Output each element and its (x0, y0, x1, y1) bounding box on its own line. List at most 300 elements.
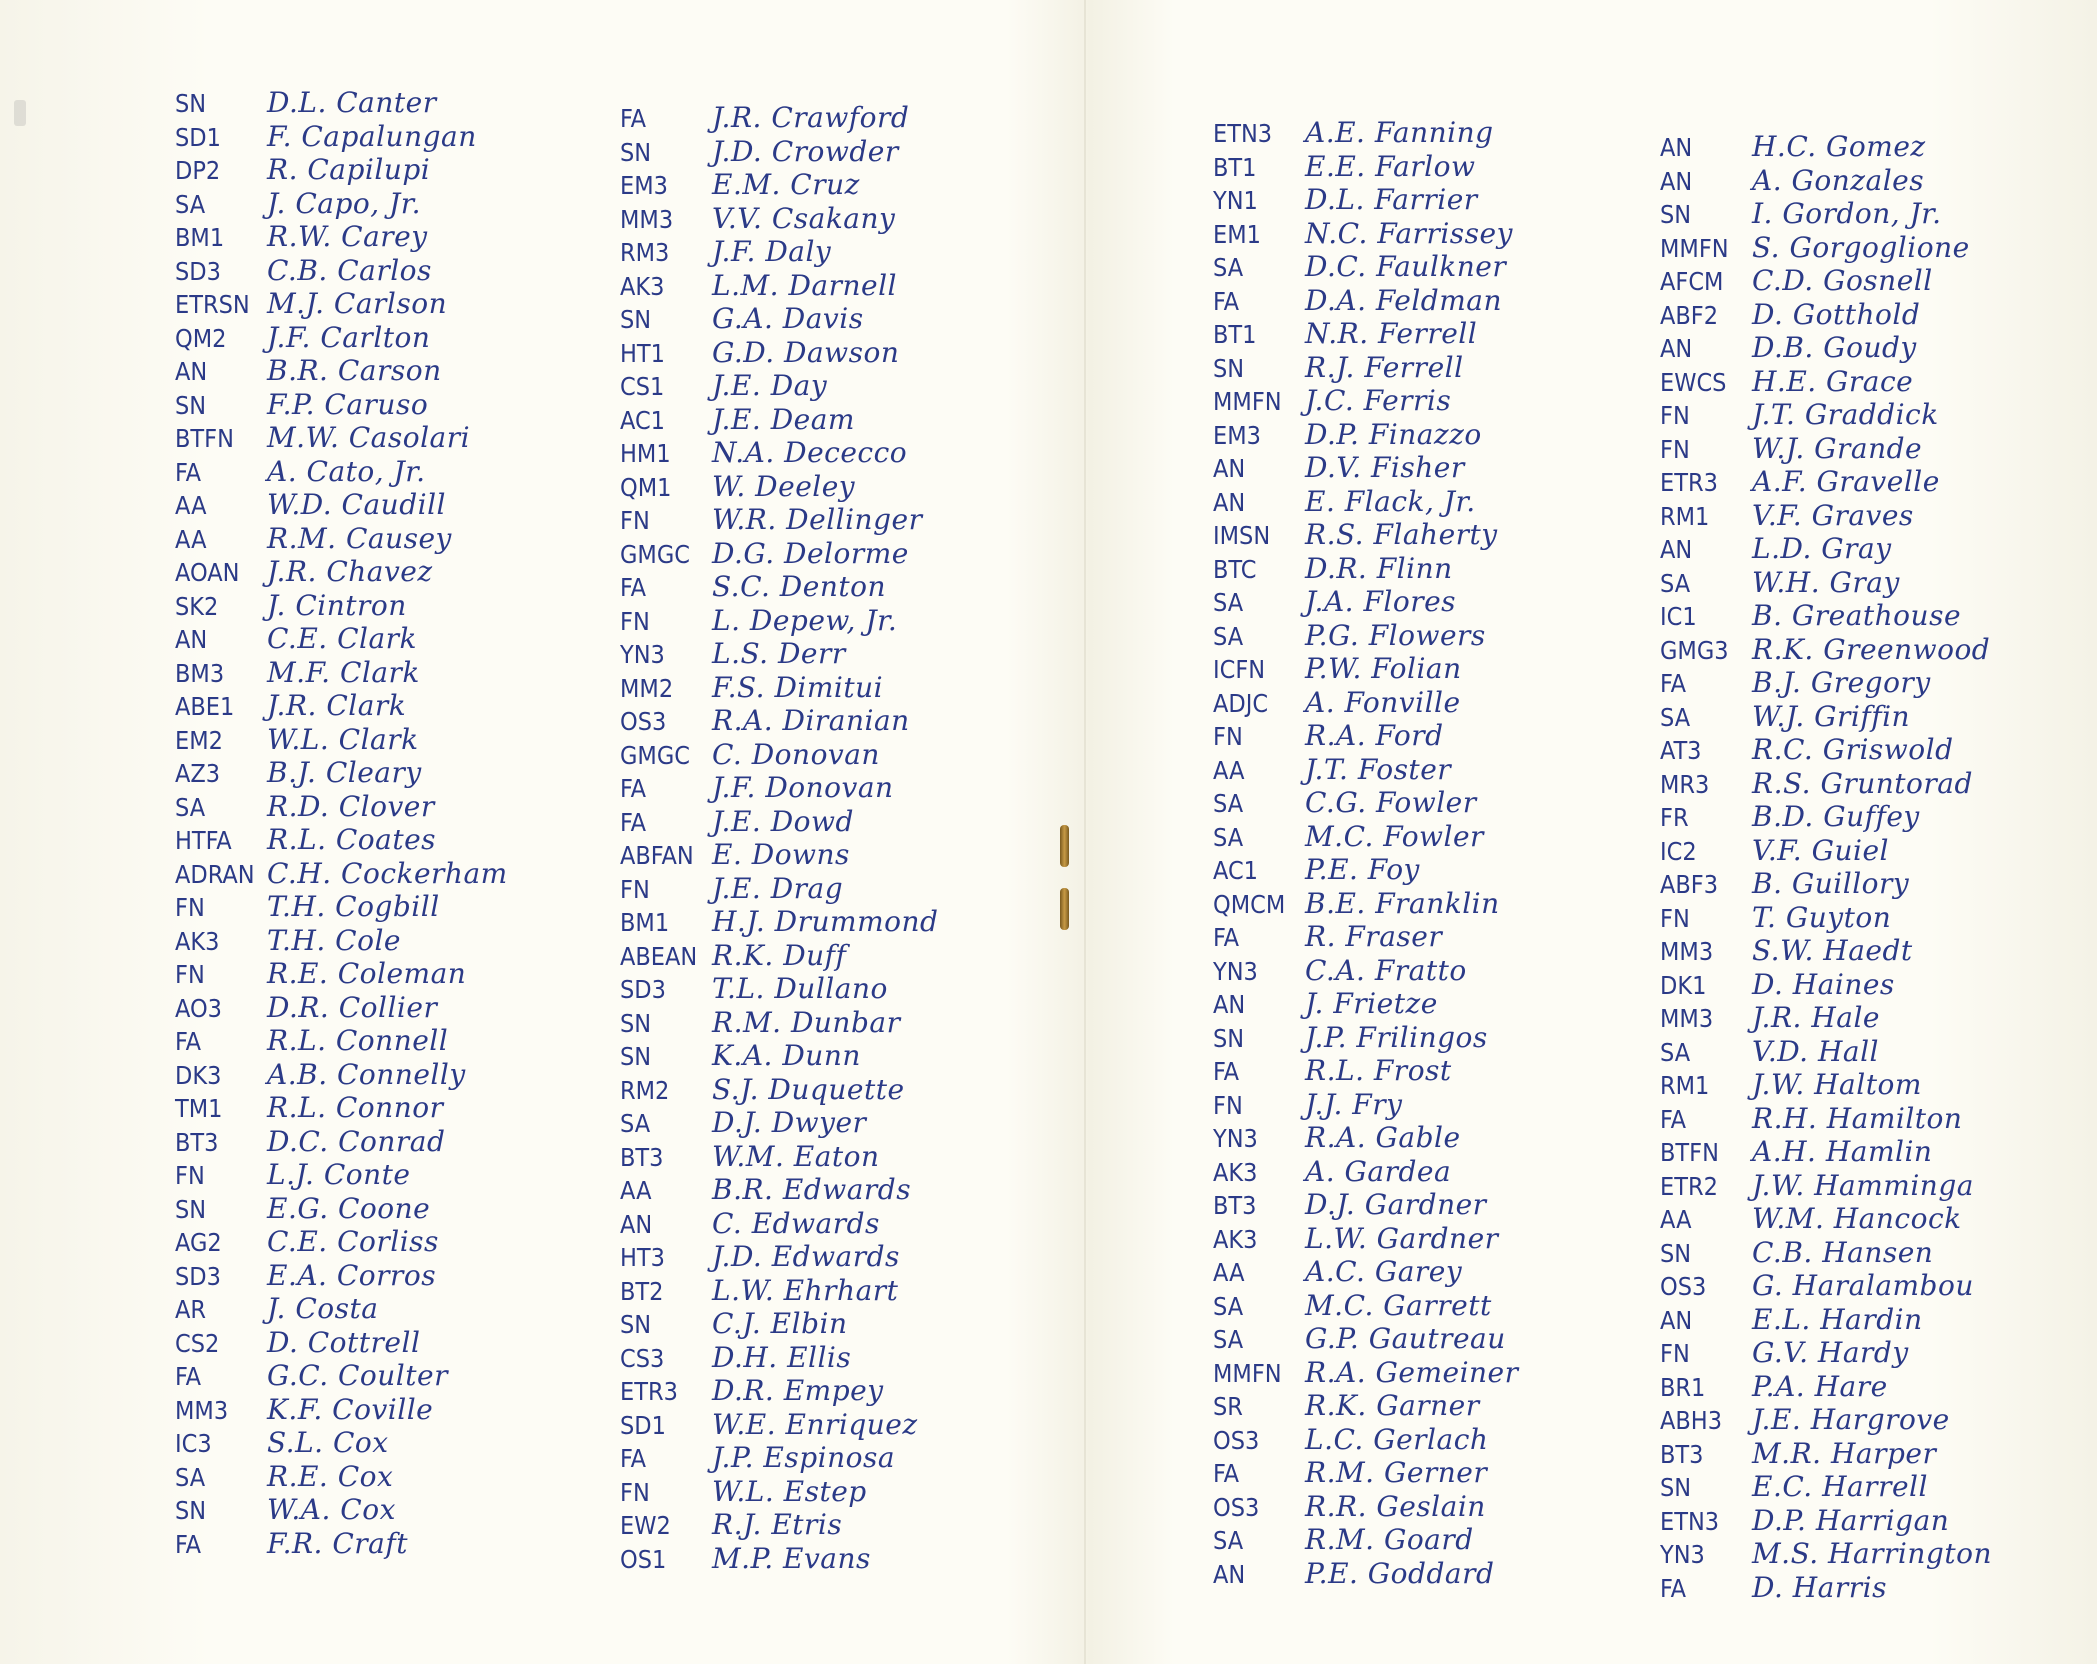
rank-label: EM2 (175, 725, 223, 755)
sailor-name: P.W. Folian (1305, 652, 1462, 685)
roster-entry (1660, 1504, 2080, 1538)
roster-column-3 (1213, 116, 1633, 1590)
sailor-name: D.R. Empey (712, 1374, 884, 1407)
rank-label: BT1 (1213, 152, 1257, 182)
roster-entry (1660, 465, 2080, 499)
roster-entry (175, 1292, 595, 1326)
rank-label: YN3 (1213, 956, 1258, 986)
roster-entry (1660, 398, 2080, 432)
rank-label: SN (620, 305, 652, 334)
rank-label: ABF3 (1660, 870, 1719, 899)
sailor-name: G.P. Gautreau (1305, 1322, 1506, 1355)
rank-label: AN (1660, 166, 1693, 196)
rank-label: FN (175, 1161, 205, 1190)
rank-label: SN (175, 89, 207, 118)
roster-entry (1660, 901, 2080, 935)
roster-entry (620, 168, 1040, 202)
rank-label: IC1 (1660, 602, 1697, 631)
roster-entry (620, 671, 1040, 705)
sailor-name: M.R. Harper (1752, 1436, 1937, 1470)
roster-entry (1660, 499, 2080, 533)
sailor-name: B. Greathouse (1752, 599, 1962, 632)
rank-label: AC1 (620, 405, 665, 435)
rank-label: FA (175, 1529, 202, 1559)
sailor-name: V.V. Csakany (712, 201, 896, 235)
rank-label: FA (620, 104, 647, 133)
roster-entry (175, 790, 595, 824)
roster-entry (175, 488, 595, 522)
roster-entry (1660, 1001, 2080, 1035)
rank-label: FA (175, 457, 202, 487)
rank-label: AFCM (1660, 267, 1724, 296)
sailor-name: D.J. Gardner (1305, 1188, 1487, 1221)
rank-label: SA (1660, 702, 1691, 732)
rank-label: CS1 (620, 372, 665, 401)
rank-label: ETN3 (1660, 1506, 1720, 1536)
roster-entry (620, 1508, 1040, 1542)
sailor-name: J. Costa (267, 1292, 379, 1325)
rank-label: BTC (1213, 554, 1257, 584)
rank-label: ETRSN (175, 290, 250, 319)
sailor-name: D. Haines (1752, 967, 1895, 1001)
rank-label: SA (620, 1109, 651, 1138)
roster-entry (1213, 719, 1633, 753)
sailor-name: C.J. Elbin (712, 1307, 848, 1340)
rank-label: AG2 (175, 1228, 222, 1257)
sailor-name: W.A. Cox (267, 1493, 396, 1526)
roster-entry (1213, 1021, 1633, 1055)
rank-label: SA (1213, 253, 1244, 282)
roster-entry (175, 1460, 595, 1494)
sailor-name: J.W. Hamminga (1752, 1168, 1974, 1202)
roster-entry (620, 570, 1040, 604)
roster-entry (620, 972, 1040, 1006)
roster-entry (175, 1326, 595, 1360)
sailor-name: C. Donovan (712, 737, 880, 771)
sailor-name: W.J. Griffin (1752, 699, 1911, 733)
roster-entry (620, 838, 1040, 872)
sailor-name: W.L. Estep (712, 1474, 867, 1508)
roster-entry (175, 1158, 595, 1192)
roster-entry (1213, 820, 1633, 854)
roster-entry (1660, 1303, 2080, 1337)
roster-entry (1213, 1088, 1633, 1122)
rank-label: MM3 (175, 1395, 229, 1425)
sailor-name: L.W. Gardner (1305, 1221, 1499, 1255)
rank-label: BT2 (620, 1276, 664, 1306)
rank-label: RM2 (620, 1075, 670, 1105)
roster-entry (1660, 130, 2080, 164)
roster-entry (175, 656, 595, 690)
rank-label: AK3 (1213, 1224, 1258, 1254)
rank-label: ICFN (1213, 655, 1266, 684)
roster-entry (620, 1441, 1040, 1475)
center-fold (1084, 0, 1086, 1664)
roster-entry (1660, 599, 2080, 633)
rank-label: SA (1213, 822, 1244, 852)
sailor-name: A.H. Hamlin (1752, 1135, 1933, 1168)
sailor-name: J.R. Clark (267, 689, 407, 722)
rank-label: SN (175, 1194, 207, 1224)
rank-label: BM1 (620, 908, 670, 937)
rank-label: AA (1660, 1205, 1692, 1234)
rank-label: AOAN (175, 558, 240, 587)
sailor-name: D.A. Feldman (1305, 283, 1502, 317)
rank-label: RM1 (1660, 1071, 1710, 1100)
sailor-name: R.K. Garner (1305, 1389, 1480, 1422)
sailor-name: N.R. Ferrell (1305, 317, 1478, 350)
sailor-name: W.D. Caudill (267, 488, 446, 521)
sailor-name: L. Depew, Jr. (712, 603, 898, 637)
rank-label: SK2 (175, 591, 219, 621)
rank-label: BM3 (175, 658, 225, 688)
sailor-name: A. Gonzales (1752, 163, 1925, 197)
sailor-name: J. Cintron (267, 588, 407, 622)
sailor-name: C.B. Hansen (1752, 1235, 1934, 1269)
roster-entry (620, 738, 1040, 772)
sailor-name: L.D. Gray (1752, 532, 1892, 565)
sailor-name: R.E. Cox (267, 1459, 394, 1493)
roster-entry (175, 756, 595, 790)
rank-label: YN3 (620, 640, 665, 669)
roster-entry (1213, 652, 1633, 686)
rank-label: SN (175, 390, 207, 420)
sailor-name: A.C. Garey (1305, 1255, 1463, 1288)
staple-bottom (1060, 888, 1069, 930)
roster-entry (1213, 250, 1633, 284)
roster-entry (1213, 1389, 1633, 1423)
rank-label: AA (175, 491, 207, 520)
rank-label: MM3 (620, 204, 674, 234)
rank-label: SA (1213, 621, 1244, 651)
rank-label: FN (620, 506, 650, 535)
rank-label: GMG3 (1660, 635, 1729, 665)
sailor-name: J.P. Espinosa (712, 1441, 896, 1474)
sailor-name: D.B. Goudy (1752, 331, 1917, 364)
roster-entry (620, 1542, 1040, 1576)
sailor-name: S.C. Denton (712, 570, 887, 603)
sailor-name: W.R. Dellinger (712, 503, 923, 536)
roster-entry (1213, 619, 1633, 653)
sailor-name: F.R. Craft (267, 1526, 408, 1560)
rank-label: SN (1660, 1473, 1692, 1502)
rank-label: AN (1213, 990, 1246, 1019)
roster-entry (1660, 800, 2080, 834)
rank-label: ABF2 (1660, 300, 1719, 330)
sailor-name: M.F. Clark (267, 655, 420, 689)
roster-entry (1660, 1068, 2080, 1102)
roster-entry (1660, 1102, 2080, 1136)
rank-label: SD3 (620, 975, 666, 1004)
roster-entry (175, 1259, 595, 1293)
sailor-name: L.S. Derr (712, 637, 846, 670)
rank-label: SD1 (175, 122, 221, 152)
sailor-name: G. Haralambou (1752, 1269, 1974, 1302)
roster-entry (1660, 666, 2080, 700)
sailor-name: R.S. Gruntorad (1752, 766, 1973, 800)
sailor-name: W.H. Gray (1752, 565, 1900, 599)
sailor-name: A.F. Gravelle (1752, 465, 1940, 498)
roster-entry (175, 354, 595, 388)
rank-label: FA (1660, 1104, 1687, 1134)
rank-label: AC1 (1213, 856, 1258, 885)
sailor-name: J.F. Donovan (712, 771, 894, 804)
roster-entry (1660, 1403, 2080, 1437)
rank-label: BT3 (1213, 1191, 1257, 1220)
sailor-name: R.A. Diranian (712, 704, 910, 737)
rank-label: QMCM (1213, 889, 1286, 919)
roster-entry (1660, 1236, 2080, 1270)
sailor-name: J.R. Chavez (267, 555, 433, 588)
roster-entry (175, 1192, 595, 1226)
rank-label: AZ3 (175, 759, 221, 788)
roster-column-1 (175, 86, 595, 1560)
rank-label: AN (1213, 454, 1246, 483)
sailor-name: D.H. Ellis (712, 1340, 852, 1374)
roster-entry (1660, 1135, 2080, 1169)
rank-label: SA (1660, 1037, 1691, 1067)
sailor-name: A. Cato, Jr. (267, 454, 426, 488)
rank-label: SA (1213, 588, 1244, 617)
sailor-name: A.B. Connelly (267, 1057, 466, 1091)
sailor-name: R.R. Geslain (1305, 1489, 1486, 1523)
rank-label: GMGC (620, 539, 690, 569)
sailor-name: S. Gorgoglione (1752, 230, 1970, 264)
sailor-name: J. Capo, Jr. (267, 186, 421, 220)
roster-entry (175, 1225, 595, 1259)
roster-entry (1213, 1255, 1633, 1289)
sailor-name: T.L. Dullano (712, 972, 888, 1005)
roster-entry (1213, 150, 1633, 184)
sailor-name: A. Gardea (1305, 1154, 1452, 1188)
rank-label: IMSN (1213, 521, 1271, 550)
roster-entry (1660, 331, 2080, 365)
sailor-name: J.R. Crawford (712, 101, 910, 134)
roster-entry (1213, 1121, 1633, 1155)
sailor-name: C.A. Fratto (1305, 953, 1467, 987)
rank-label: YN3 (1660, 1540, 1705, 1569)
sailor-name: J.E. Day (712, 369, 828, 402)
roster-entry (1213, 384, 1633, 418)
rank-label: FA (1213, 1459, 1240, 1488)
sailor-name: J.E. Drag (712, 871, 844, 905)
sailor-name: R.D. Clover (267, 789, 435, 823)
rank-label: SN (1213, 1023, 1245, 1053)
sailor-name: R.A. Gable (1305, 1121, 1461, 1154)
roster-entry (620, 302, 1040, 336)
sailor-name: D. Cottrell (267, 1325, 421, 1359)
scan-mark (14, 100, 26, 126)
roster-entry (175, 455, 595, 489)
sailor-name: M.J. Carlson (267, 287, 448, 320)
staple-top (1060, 825, 1069, 867)
roster-entry (1660, 1370, 2080, 1404)
roster-entry (175, 890, 595, 924)
roster-entry (620, 1106, 1040, 1140)
roster-entry (1213, 552, 1633, 586)
sailor-name: J.J. Fry (1305, 1087, 1403, 1121)
sailor-name: R.M. Goard (1305, 1523, 1474, 1556)
rank-label: FA (620, 774, 647, 803)
roster-entry (620, 1039, 1040, 1073)
roster-entry (175, 723, 595, 757)
roster-entry (620, 1475, 1040, 1509)
roster-entry (620, 1274, 1040, 1308)
roster-entry (175, 589, 595, 623)
roster-entry (175, 1125, 595, 1159)
roster-entry (1213, 183, 1633, 217)
sailor-name: R. Fraser (1305, 920, 1443, 953)
sailor-name: R.M. Dunbar (712, 1005, 901, 1039)
sailor-name: J.D. Edwards (712, 1240, 900, 1273)
rank-label: SN (620, 1042, 652, 1071)
sailor-name: F.P. Caruso (267, 387, 429, 421)
sailor-name: C. Edwards (712, 1206, 880, 1240)
rank-label: HT3 (620, 1243, 665, 1272)
rank-label: TM1 (175, 1094, 223, 1123)
roster-entry (1660, 1470, 2080, 1504)
rank-label: FN (1660, 903, 1690, 933)
sailor-name: C.E. Corliss (267, 1225, 439, 1258)
rank-label: SA (1213, 1325, 1244, 1354)
roster-entry (175, 1091, 595, 1125)
roster-entry (175, 1527, 595, 1561)
roster-entry (1213, 1456, 1633, 1490)
roster-entry (1660, 1269, 2080, 1303)
sailor-name: J.A. Flores (1305, 585, 1457, 618)
rank-label: AN (175, 625, 208, 654)
roster-column-2 (620, 101, 1040, 1575)
sailor-name: F.S. Dimitui (712, 670, 884, 704)
rank-label: FA (175, 1027, 202, 1056)
sailor-name: R.W. Carey (267, 220, 428, 253)
rank-label: SN (1660, 200, 1692, 229)
sailor-name: G.A. Davis (712, 302, 864, 335)
sailor-name: E.A. Corros (267, 1258, 437, 1292)
rank-label: AN (1660, 334, 1693, 363)
rank-label: FN (175, 960, 205, 989)
rank-label: ABH3 (1660, 1406, 1723, 1435)
roster-entry (175, 287, 595, 321)
rank-label: SA (1213, 789, 1244, 818)
roster-entry (1660, 532, 2080, 566)
roster-entry (175, 1359, 595, 1393)
rank-label: CS3 (620, 1343, 665, 1373)
roster-entry (175, 689, 595, 723)
sailor-name: D.L. Farrier (1305, 183, 1478, 216)
roster-entry (620, 537, 1040, 571)
sailor-name: C.B. Carlos (267, 253, 432, 287)
rank-label: FN (1213, 722, 1243, 751)
sailor-name: L.C. Gerlach (1305, 1422, 1489, 1456)
sailor-name: H.E. Grace (1752, 364, 1914, 398)
roster-entry (175, 388, 595, 422)
roster-entry (1660, 633, 2080, 667)
roster-entry (620, 604, 1040, 638)
rank-label: FN (620, 606, 650, 636)
roster-entry (620, 771, 1040, 805)
roster-entry (175, 421, 595, 455)
rank-label: SN (1213, 353, 1245, 383)
sailor-name: D. Gotthold (1752, 297, 1921, 331)
sailor-name: M.W. Casolari (267, 421, 471, 454)
sailor-name: M.C. Garrett (1305, 1288, 1492, 1322)
sailor-name: C.D. Gosnell (1752, 264, 1933, 297)
roster-entry (620, 135, 1040, 169)
roster-entry (1213, 1054, 1633, 1088)
sailor-name: E.C. Harrell (1752, 1470, 1928, 1503)
sailor-name: A. Fonville (1305, 685, 1461, 719)
rank-label: MMFN (1213, 1358, 1282, 1388)
sailor-name: V.D. Hall (1752, 1034, 1879, 1068)
rank-label: OS3 (1213, 1425, 1260, 1455)
roster-entry (1660, 767, 2080, 801)
rank-label: SN (1660, 1238, 1692, 1268)
roster-entry (175, 321, 595, 355)
roster-entry (620, 436, 1040, 470)
rank-label: FN (620, 874, 650, 904)
sailor-name: D.J. Dwyer (712, 1106, 867, 1139)
sailor-name: B.R. Carson (267, 354, 442, 387)
rank-label: BT3 (175, 1127, 219, 1157)
rank-label: AT3 (1660, 736, 1702, 765)
rank-label: SD3 (175, 1261, 221, 1291)
rank-label: FA (1660, 669, 1687, 698)
sailor-name: C.G. Fowler (1305, 786, 1477, 819)
roster-entry (1660, 231, 2080, 265)
sailor-name: N.C. Farrissey (1305, 216, 1513, 250)
sailor-name: B. Guillory (1752, 867, 1910, 900)
rank-label: HT1 (620, 338, 665, 368)
rank-label: ETR3 (620, 1377, 678, 1406)
sailor-name: R.M. Gerner (1305, 1456, 1488, 1489)
roster-entry (620, 235, 1040, 269)
rank-label: DK3 (175, 1060, 222, 1090)
roster-entry (1660, 1035, 2080, 1069)
roster-entry (620, 704, 1040, 738)
roster-entry (620, 101, 1040, 135)
roster-entry (175, 522, 595, 556)
roster-entry (620, 939, 1040, 973)
rank-label: SA (1660, 568, 1691, 598)
roster-entry (1213, 1490, 1633, 1524)
sailor-name: R.M. Causey (267, 521, 452, 555)
rank-label: MM2 (620, 673, 674, 703)
sailor-name: B.R. Edwards (712, 1173, 912, 1206)
sailor-name: L.J. Conte (267, 1158, 411, 1191)
rank-label: FR (1660, 803, 1689, 832)
roster-entry (620, 1408, 1040, 1442)
sailor-name: J.T. Graddick (1752, 398, 1939, 431)
roster-entry (1660, 164, 2080, 198)
roster-entry (620, 470, 1040, 504)
roster-entry (1213, 1222, 1633, 1256)
sailor-name: J.E. Hargrove (1752, 1403, 1950, 1436)
roster-entry (620, 805, 1040, 839)
sailor-name: B.E. Franklin (1305, 886, 1500, 920)
sailor-name: C.E. Clark (267, 622, 417, 655)
rank-label: IC3 (175, 1429, 212, 1458)
roster-entry (1660, 1202, 2080, 1236)
sailor-name: H.J. Drummond (712, 905, 939, 938)
sailor-name: R.J. Ferrell (1305, 350, 1464, 384)
roster-entry (620, 336, 1040, 370)
roster-entry (1660, 934, 2080, 968)
sailor-name: A.E. Fanning (1305, 116, 1494, 149)
roster-entry (175, 622, 595, 656)
roster-entry (620, 905, 1040, 939)
sailor-name: W. Deeley (712, 469, 856, 503)
